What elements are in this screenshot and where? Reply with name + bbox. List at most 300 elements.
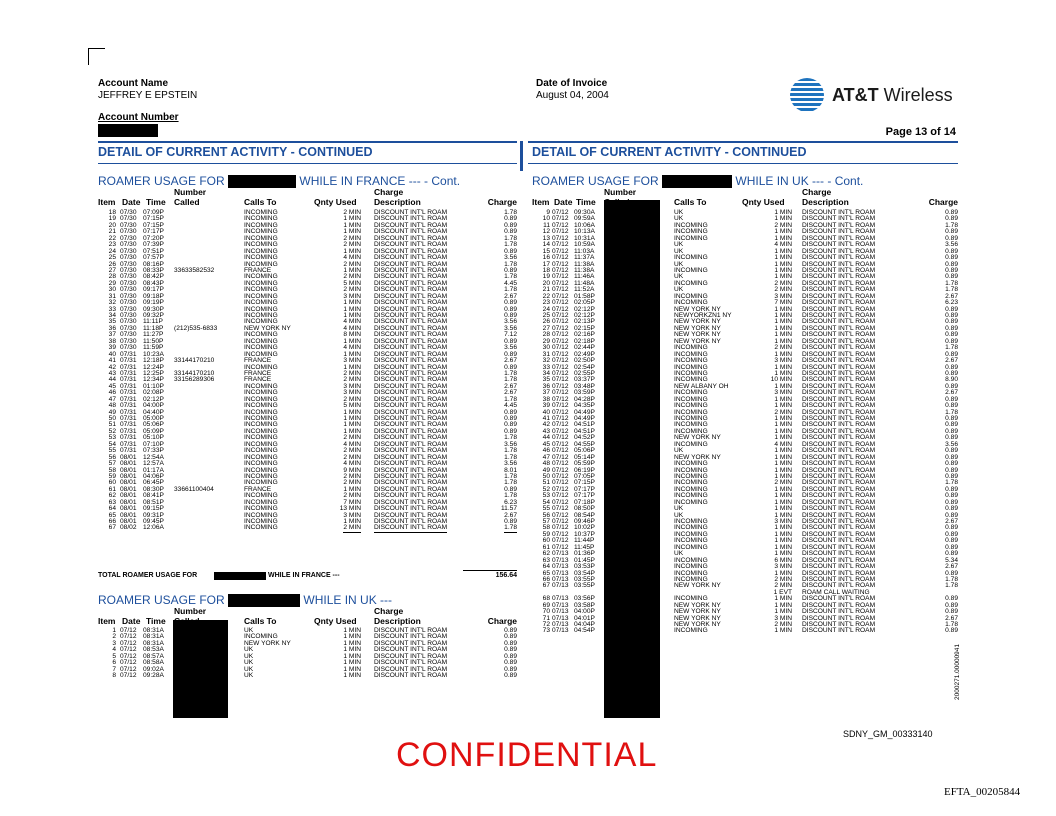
charge-cell: 1.78 (504, 492, 517, 500)
item-cell: 28 (108, 273, 116, 281)
item-cell: 61 (108, 485, 116, 493)
time-cell: 10:37P (574, 530, 595, 538)
time-cell: 12:54A (143, 453, 164, 461)
qnty-cell: 4 MIN (343, 318, 361, 326)
item-cell: 46 (542, 447, 550, 455)
description-cell: DISCOUNT INT'L ROAM (374, 472, 448, 480)
charge-cell: 0.89 (504, 665, 517, 673)
calls-to-cell: INCOMING (244, 260, 278, 268)
uk-rows-left (98, 628, 517, 680)
item-cell: 53 (542, 492, 550, 500)
calls-to-cell: UK (244, 659, 254, 667)
description-cell: DISCOUNT INT'L ROAM (802, 241, 876, 249)
charge-cell: 0.89 (945, 627, 958, 635)
time-cell: 08:31A (143, 633, 164, 641)
description-cell: DISCOUNT INT'L ROAM (802, 543, 876, 551)
time-cell: 09:15P (143, 505, 164, 513)
date-cell: 07/12 (552, 215, 569, 223)
section-underline-left (98, 163, 517, 164)
qnty-cell: 2 MIN (774, 408, 792, 416)
calls-to-cell: INCOMING (674, 395, 708, 403)
date-cell: 07/13 (552, 563, 569, 571)
item-cell: 51 (108, 421, 116, 429)
calls-to-cell: INCOMING (244, 427, 278, 435)
date-cell: 07/31 (120, 415, 137, 422)
qnty-cell: 1 MIN (774, 363, 792, 371)
table-row (98, 673, 517, 679)
date-cell: 07/30 (120, 279, 137, 287)
time-cell: 10:06A (574, 221, 595, 229)
qnty-cell: 1 MIN (774, 537, 792, 545)
item-cell: 49 (542, 466, 550, 474)
qnty-cell: 2 MIN (774, 221, 792, 229)
qnty-cell: 1 MIN (343, 247, 361, 255)
date-cell: 07/30 (120, 324, 137, 332)
qnty-cell: 1 MIN (343, 408, 361, 416)
qnty-cell: 9 MIN (343, 466, 361, 474)
charge-cell: 0.89 (945, 485, 958, 493)
date-cell: 07/12 (552, 363, 569, 371)
qnty-cell: 1 EVT (773, 588, 792, 596)
item-cell: 43 (108, 369, 116, 377)
date-cell: 07/12 (552, 472, 569, 480)
qnty-cell: 1 MIN (343, 415, 361, 422)
item-cell: 62 (542, 550, 550, 558)
qnty-cell: 2 MIN (343, 241, 361, 249)
charge-cell: 1.78 (945, 286, 958, 294)
account-name: JEFFREY E EPSTEIN (98, 90, 198, 101)
item-cell: 59 (108, 472, 116, 480)
description-cell: DISCOUNT INT'L ROAM (802, 292, 876, 300)
description-cell: DISCOUNT INT'L ROAM (802, 286, 876, 294)
qnty-cell: 1 MIN (774, 350, 792, 358)
date-cell: 07/12 (552, 421, 569, 429)
qnty-cell: 1 MIN (343, 646, 361, 654)
item-cell: 10 (542, 215, 550, 223)
date-cell: 07/12 (120, 627, 137, 634)
calls-to-cell: UK (674, 215, 684, 223)
item-cell: 58 (108, 466, 116, 474)
item-cell: 57 (542, 518, 550, 525)
time-cell: 08:31A (143, 627, 164, 634)
description-cell: DISCOUNT INT'L ROAM (802, 350, 876, 358)
qnty-cell: 1 MIN (774, 569, 792, 577)
date-cell: 07/31 (120, 363, 137, 371)
time-cell: 02:05P (574, 299, 595, 307)
charge-cell: 0.89 (504, 639, 517, 647)
time-cell: 03:54P (574, 569, 595, 577)
date-cell: 07/12 (552, 331, 569, 339)
charge-cell: 2.67 (504, 292, 517, 300)
time-cell: 08:51P (143, 498, 164, 506)
description-cell: DISCOUNT INT'L ROAM (802, 389, 876, 397)
item-cell: 41 (108, 357, 116, 365)
redaction-bar (214, 572, 266, 580)
calls-to-cell: NEW YORK NY (674, 582, 721, 590)
qnty-cell: 3 MIN (343, 511, 361, 519)
date-cell: 07/12 (120, 639, 137, 647)
charge-cell: 0.89 (945, 569, 958, 577)
calls-to-cell: UK (674, 260, 684, 268)
time-cell: 05:59P (574, 460, 595, 468)
qnty-cell: 1 MIN (774, 447, 792, 455)
item-cell: 35 (542, 376, 550, 384)
calls-to-cell: UK (674, 505, 684, 513)
charge-cell: 1.78 (504, 453, 517, 461)
item-cell: 22 (108, 234, 116, 242)
calls-to-cell: NEW YORK NY (244, 639, 291, 647)
description-cell: DISCOUNT INT'L ROAM (374, 241, 448, 249)
called-cell: 33144170210 (174, 357, 215, 365)
description-cell: DISCOUNT INT'L ROAM (374, 427, 448, 435)
date-cell: 07/12 (552, 286, 569, 294)
calls-to-cell: INCOMING (244, 318, 278, 326)
qnty-cell: 1 MIN (774, 415, 792, 422)
item-cell: 3 (112, 639, 116, 647)
item-cell: 39 (108, 344, 116, 352)
calls-to-cell: INCOMING (674, 466, 708, 474)
qnty-cell: 4 MIN (343, 254, 361, 262)
charge-cell: 1.78 (504, 273, 517, 281)
date-cell: 07/12 (552, 376, 569, 384)
charge-cell: 2.67 (945, 292, 958, 300)
charge-cell: 1.78 (945, 479, 958, 487)
description-cell: DISCOUNT INT'L ROAM (374, 492, 448, 500)
charge-cell: 0.89 (945, 601, 958, 609)
time-cell: 04:51P (574, 421, 595, 429)
description-cell: DISCOUNT INT'L ROAM (374, 485, 448, 493)
date-cell: 07/12 (552, 247, 569, 255)
calls-to-cell: INCOMING (674, 402, 708, 410)
item-cell: 65 (108, 511, 116, 519)
date-cell: 07/12 (552, 543, 569, 551)
total-rule (463, 570, 517, 571)
calls-to-cell: INCOMING (674, 369, 708, 377)
date-cell: 07/12 (552, 492, 569, 500)
date-cell: 07/31 (120, 376, 137, 384)
charge-cell: 0.89 (945, 318, 958, 326)
time-cell: 12:24P (143, 363, 164, 371)
description-cell: DISCOUNT INT'L ROAM (374, 312, 448, 319)
charge-cell: 8.01 (504, 466, 517, 474)
calls-to-cell: INCOMING (674, 415, 708, 422)
uk-column-header: Number Charge Item Date Time Calls To Qnty Used Description Charge (98, 606, 517, 626)
calls-to-cell: INCOMING (244, 395, 278, 403)
time-cell: 11:27P (143, 331, 164, 339)
description-cell: DISCOUNT INT'L ROAM (374, 633, 448, 641)
uk-rows-right (532, 210, 958, 635)
date-cell: 07/30 (120, 266, 137, 274)
date-cell: 07/12 (120, 672, 137, 680)
qnty-cell: 1 MIN (774, 530, 792, 538)
called-cell: (212)535-6833 (174, 324, 218, 332)
description-cell: DISCOUNT INT'L ROAM (802, 550, 876, 558)
item-cell: 20 (108, 221, 116, 229)
charge-cell: 1.78 (504, 447, 517, 455)
charge-cell: 3.56 (945, 440, 958, 448)
date-cell: 08/01 (120, 466, 137, 474)
charge-cell: 1.78 (945, 279, 958, 287)
charge-cell: 0.89 (945, 415, 958, 422)
time-cell: 07:17P (574, 492, 595, 500)
description-cell: DISCOUNT INT'L ROAM (374, 382, 448, 390)
time-cell: 02:50P (574, 357, 595, 365)
charge-cell: 11.57 (500, 505, 517, 513)
charge-cell: 0.89 (945, 453, 958, 461)
called-cell: 33156289306 (174, 376, 215, 384)
calls-to-cell: INCOMING (244, 350, 278, 358)
time-cell: 09:18P (143, 292, 164, 300)
redaction-bar (662, 175, 732, 188)
description-cell: DISCOUNT INT'L ROAM (802, 427, 876, 435)
calls-to-cell: UK (674, 511, 684, 519)
calls-to-cell: INCOMING (674, 524, 708, 532)
description-cell: DISCOUNT INT'L ROAM (802, 382, 876, 390)
description-cell: DISCOUNT INT'L ROAM (802, 627, 876, 635)
qnty-cell: 2 MIN (774, 344, 792, 352)
qnty-cell: 8 MIN (343, 331, 361, 339)
charge-cell: 0.89 (945, 498, 958, 506)
calls-to-cell: INCOMING (244, 221, 278, 229)
calls-to-cell: INCOMING (674, 344, 708, 352)
charge-cell: 0.89 (504, 312, 517, 319)
qnty-cell: 7 MIN (343, 498, 361, 506)
item-cell: 21 (542, 286, 550, 294)
date-cell: 07/30 (120, 234, 137, 242)
item-cell: 47 (542, 453, 550, 461)
description-cell: DISCOUNT INT'L ROAM (802, 408, 876, 416)
date-cell: 07/12 (552, 221, 569, 229)
calls-to-cell: UK (674, 241, 684, 249)
description-cell: DISCOUNT INT'L ROAM (802, 299, 876, 307)
time-cell: 04:54P (574, 627, 595, 635)
calls-to-cell: UK (674, 286, 684, 294)
time-cell: 08:50P (574, 505, 595, 513)
item-cell: 4 (112, 646, 116, 654)
qnty-cell: 1 MIN (774, 543, 792, 551)
charge-cell: 0.89 (504, 363, 517, 371)
time-cell: 04:51P (574, 427, 595, 435)
item-cell: 33 (108, 305, 116, 313)
calls-to-cell: INCOMING (674, 363, 708, 371)
charge-cell: 0.89 (945, 363, 958, 371)
charge-cell: 2.67 (945, 389, 958, 397)
charge-cell: 0.89 (945, 254, 958, 262)
calls-to-cell: INCOMING (674, 408, 708, 416)
item-cell: 67 (108, 524, 116, 532)
charge-cell: 1.78 (945, 221, 958, 229)
calls-to-cell: FRANCE (244, 485, 272, 493)
charge-cell: 0.89 (945, 427, 958, 435)
date-cell: 07/13 (552, 614, 569, 622)
calls-to-cell: INCOMING (674, 350, 708, 358)
description-cell: DISCOUNT INT'L ROAM (802, 453, 876, 461)
description-cell: DISCOUNT INT'L ROAM (802, 518, 876, 525)
charge-cell: 1.78 (945, 621, 958, 628)
calls-to-cell: INCOMING (244, 633, 278, 641)
qnty-cell: 1 MIN (343, 421, 361, 429)
time-cell: 03:59P (574, 389, 595, 397)
calls-to-cell: NEW YORK NY (674, 621, 721, 628)
description-cell: DISCOUNT INT'L ROAM (374, 337, 448, 345)
time-cell: 03:55P (574, 575, 595, 583)
qnty-cell: 1 MIN (774, 453, 792, 461)
charge-cell: 0.89 (945, 266, 958, 274)
item-cell: 56 (108, 453, 116, 461)
calls-to-cell: INCOMING (244, 279, 278, 287)
item-cell: 29 (542, 337, 550, 345)
description-cell: DISCOUNT INT'L ROAM (374, 639, 448, 647)
qnty-cell: 1 MIN (343, 221, 361, 229)
item-cell: 19 (108, 215, 116, 223)
calls-to-cell: NEW ALBANY OH (674, 382, 729, 390)
calls-to-cell: NEW YORK NY (674, 305, 721, 313)
description-cell: DISCOUNT INT'L ROAM (802, 395, 876, 403)
qnty-cell: 4 MIN (774, 440, 792, 448)
qnty-cell: 1 MIN (774, 524, 792, 532)
calls-to-cell: UK (674, 209, 684, 216)
qnty-cell: 1 MIN (774, 209, 792, 216)
qnty-cell: 1 MIN (343, 312, 361, 319)
date-cell: 07/12 (552, 395, 569, 403)
section-rule-right (528, 141, 958, 143)
time-cell: 02:49P (574, 350, 595, 358)
calls-to-cell: NEW YORK NY (674, 614, 721, 622)
description-cell: DISCOUNT INT'L ROAM (374, 408, 448, 416)
calls-to-cell: INCOMING (244, 228, 278, 236)
time-cell: 10:13A (574, 228, 595, 236)
description-cell: DISCOUNT INT'L ROAM (802, 266, 876, 274)
france-usage-title: ROAMER USAGE FOR WHILE IN FRANCE --- - Cont. (98, 174, 461, 188)
time-cell: 04:00P (574, 608, 595, 616)
item-cell: 32 (542, 357, 550, 365)
time-cell: 09:19P (143, 299, 164, 307)
item-cell: 30 (108, 286, 116, 294)
charge-cell: 0.89 (945, 472, 958, 480)
item-cell: 14 (542, 241, 550, 249)
time-cell: 08:53A (143, 646, 164, 654)
calls-to-cell: INCOMING (244, 460, 278, 468)
calls-to-cell: INCOMING (244, 434, 278, 442)
qnty-cell: 2 MIN (774, 621, 792, 628)
time-cell: 09:31P (143, 511, 164, 519)
qnty-cell: 1 MIN (774, 228, 792, 236)
calls-to-cell: INCOMING (674, 575, 708, 583)
item-cell: 34 (108, 312, 116, 319)
item-cell: 12 (542, 228, 550, 236)
date-cell: 07/31 (120, 427, 137, 435)
efta-number: EFTA_00205844 (944, 786, 1021, 798)
item-cell: 66 (108, 518, 116, 525)
time-cell: 05:14P (574, 453, 595, 461)
description-cell: DISCOUNT INT'L ROAM (802, 312, 876, 319)
qnty-cell: 1 MIN (774, 395, 792, 403)
qnty-cell: 2 MIN (343, 453, 361, 461)
date-cell: 07/12 (552, 453, 569, 461)
calls-to-cell: UK (244, 672, 254, 680)
date-cell: 07/30 (120, 344, 137, 352)
qnty-cell: 1 MIN (343, 299, 361, 307)
description-cell: DISCOUNT INT'L ROAM (374, 221, 448, 229)
time-cell: 04:52P (574, 434, 595, 442)
qnty-cell: 2 MIN (774, 286, 792, 294)
charge-cell: 3.56 (504, 318, 517, 326)
time-cell: 07:10P (143, 440, 164, 448)
description-cell: DISCOUNT INT'L ROAM (802, 621, 876, 628)
qnty-cell: 10 MIN (770, 376, 792, 384)
charge-cell: 2.67 (504, 389, 517, 397)
description-cell: DISCOUNT INT'L ROAM (374, 672, 448, 680)
date-cell: 07/12 (552, 434, 569, 442)
confidential-stamp: CONFIDENTIAL (396, 736, 658, 774)
qnty-cell: 13 MIN (339, 505, 361, 513)
date-cell: 07/12 (552, 241, 569, 249)
date-cell: 08/01 (120, 479, 137, 487)
time-cell: 11:03A (574, 247, 595, 255)
description-cell: DISCOUNT INT'L ROAM (802, 331, 876, 339)
qnty-cell: 4 MIN (343, 440, 361, 448)
calls-to-cell: INCOMING (244, 466, 278, 474)
date-cell: 07/30 (120, 286, 137, 294)
item-cell: 29 (108, 279, 116, 287)
calls-to-cell: UK (674, 247, 684, 255)
qnty-cell: 1 MIN (774, 550, 792, 558)
qnty-cell: 2 MIN (774, 279, 792, 287)
description-cell: DISCOUNT INT'L ROAM (802, 221, 876, 229)
time-cell: 04:28P (574, 395, 595, 403)
date-cell: 07/12 (552, 511, 569, 519)
section-title-left: DETAIL OF CURRENT ACTIVITY - CONTINUED (98, 145, 373, 159)
item-cell: 17 (542, 260, 550, 268)
date-cell: 07/12 (552, 324, 569, 332)
calls-to-cell: NEW YORK NY (674, 337, 721, 345)
date-cell: 07/12 (552, 299, 569, 307)
item-cell: 59 (542, 530, 550, 538)
date-cell: 07/30 (120, 292, 137, 300)
description-cell: DISCOUNT INT'L ROAM (374, 344, 448, 352)
qnty-cell: 3 MIN (343, 382, 361, 390)
description-cell: DISCOUNT INT'L ROAM (802, 369, 876, 377)
calls-to-cell: INCOMING (674, 376, 708, 384)
date-cell: 07/12 (552, 440, 569, 448)
qnty-cell: 1 MIN (343, 652, 361, 660)
charge-cell: 0.89 (504, 485, 517, 493)
description-cell: DISCOUNT INT'L ROAM (374, 247, 448, 255)
date-cell: 07/12 (552, 357, 569, 365)
description-cell: DISCOUNT INT'L ROAM (374, 299, 448, 307)
time-cell: 12:57A (143, 460, 164, 468)
item-cell: 16 (542, 254, 550, 262)
qnty-cell: 1 MIN (774, 421, 792, 429)
time-cell: 09:32P (143, 312, 164, 319)
item-cell: 34 (542, 369, 550, 377)
item-cell: 5 (112, 652, 116, 660)
charge-cell: 0.89 (945, 305, 958, 313)
calls-to-cell: INCOMING (674, 492, 708, 500)
calls-to-cell: INCOMING (674, 479, 708, 487)
calls-to-cell: NEW YORK NY (674, 318, 721, 326)
charge-cell: 0.89 (945, 331, 958, 339)
time-cell: 02:08P (143, 389, 164, 397)
description-cell: DISCOUNT INT'L ROAM (374, 215, 448, 223)
uk-cont-usage-title: ROAMER USAGE FOR WHILE IN UK --- - Cont. (532, 174, 864, 188)
time-cell: 02:16P (574, 331, 595, 339)
calls-to-cell: INCOMING (674, 299, 708, 307)
date-cell: 07/12 (552, 228, 569, 236)
charge-cell: 2.67 (945, 357, 958, 365)
date-cell: 07/30 (120, 260, 137, 268)
calls-to-cell: INCOMING (244, 415, 278, 422)
